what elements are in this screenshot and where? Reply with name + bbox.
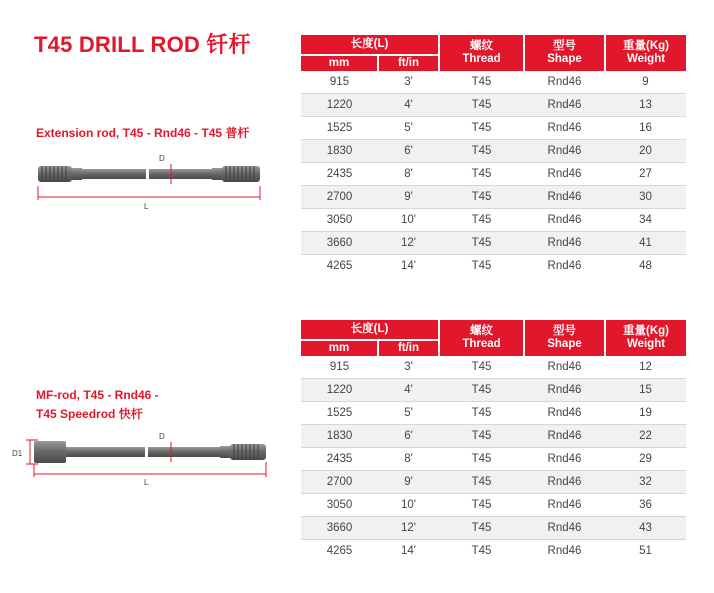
table-row: 1830 6' T45 Rnd46 20 — [301, 140, 686, 163]
header-ftin: ft/in — [378, 340, 439, 356]
d1-label: D1 — [12, 449, 23, 458]
extension-rod-drawing — [28, 148, 278, 210]
header-length: 长度(L) — [301, 320, 439, 340]
table-row: 1525 5' T45 Rnd46 16 — [301, 117, 686, 140]
table-row: 915 3' T45 Rnd46 9 — [301, 71, 686, 94]
rod-break-mark — [146, 164, 149, 184]
d-label: D — [159, 154, 165, 163]
table-row: 2700 9' T45 Rnd46 30 — [301, 186, 686, 209]
header-mm: mm — [301, 340, 378, 356]
table-row: 1830 6' T45 Rnd46 22 — [301, 425, 686, 448]
rod-coupling-sleeve — [34, 441, 66, 463]
table-row: 2700 9' T45 Rnd46 32 — [301, 471, 686, 494]
rod-right-thread — [230, 444, 266, 460]
rod-collar-left — [72, 168, 82, 180]
header-weight: 重量(Kg) Weight — [605, 320, 686, 356]
header-ftin: ft/in — [378, 55, 439, 71]
caption-line: T45 Speedrod 快杆 — [36, 407, 143, 421]
header-shape: 型号 Shape — [524, 35, 605, 71]
table-row: 915 3' T45 Rnd46 12 — [301, 356, 686, 379]
mf-rod-drawing — [10, 428, 278, 488]
mf-rod-table — [301, 320, 686, 562]
caption-line: Extension rod, T45 - Rnd46 - T45 普杆 — [36, 126, 250, 140]
extension-rod-caption — [36, 124, 249, 143]
table-row: 2435 8' T45 Rnd46 29 — [301, 448, 686, 471]
table-row: 3050 10' T45 Rnd46 34 — [301, 209, 686, 232]
rod-right-thread — [222, 166, 260, 182]
table-row: 1525 5' T45 Rnd46 19 — [301, 402, 686, 425]
rod-collar-right — [220, 446, 230, 458]
table-row: 1220 4' T45 Rnd46 15 — [301, 379, 686, 402]
l-label: L — [144, 478, 149, 487]
table-row: 4265 14' T45 Rnd46 51 — [326, 545, 652, 557]
rod-collar-left — [66, 447, 74, 457]
header-mm: mm — [301, 55, 378, 71]
table-row: 3660 12' T45 Rnd46 41 — [301, 232, 686, 255]
extension-rod-table — [301, 35, 686, 277]
rod-break-mark — [145, 442, 148, 462]
rod-collar-right — [212, 168, 222, 180]
mf-rod-caption — [36, 386, 159, 424]
header-weight: 重量(Kg) Weight — [605, 35, 686, 71]
table-row: 4265 14' T45 Rnd46 48 — [326, 260, 652, 272]
page-title: T45 DRILL ROD 钎杆 — [34, 32, 251, 57]
table-row: 2435 8' T45 Rnd46 27 — [301, 163, 686, 186]
header-length: 长度(L) — [301, 35, 439, 55]
header-shape: 型号 Shape — [524, 320, 605, 356]
rod-left-thread — [38, 166, 72, 182]
header-thread: 螺纹 Thread — [439, 35, 524, 71]
l-label: L — [144, 202, 149, 210]
table-row: 3050 10' T45 Rnd46 36 — [301, 494, 686, 517]
header-thread: 螺纹 Thread — [439, 320, 524, 356]
caption-line: MF-rod, T45 - Rnd46 - — [36, 388, 159, 402]
table-row: 1220 4' T45 Rnd46 13 — [301, 94, 686, 117]
d-label: D — [159, 432, 165, 441]
table-row: 3660 12' T45 Rnd46 43 — [301, 517, 686, 540]
